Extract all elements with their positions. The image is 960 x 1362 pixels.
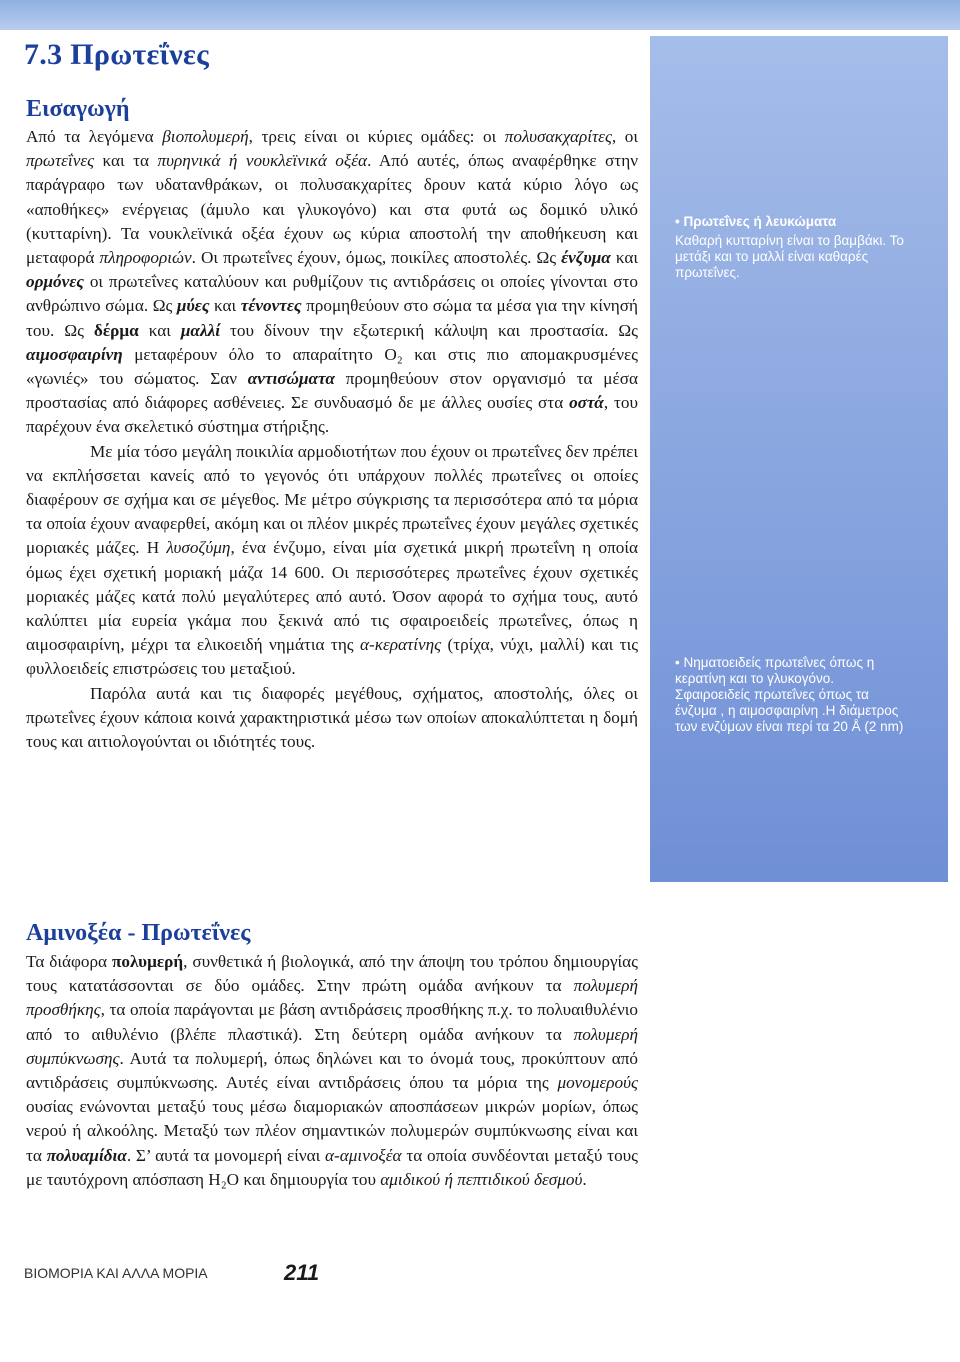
emphasis-bold-italic: τένοντες [240, 296, 302, 316]
sidebar-note-title: • Πρωτεΐνες ή λευκώματα [675, 214, 837, 229]
emphasis-bold-italic: μύες [176, 296, 210, 316]
emphasis-italic: πολυμερή συμπύκνωσης [26, 1024, 638, 1068]
emphasis-italic: λυσοζύμη [166, 538, 231, 558]
footer-book-title: ΒΙΟΜΟΡΙΑ ΚΑΙ ΑΛΛΑ ΜΟΡΙΑ [24, 1265, 208, 1281]
intro-paragraph-3: Παρόλα αυτά και τις διαφορές μεγέθους, σχήματος, αποστολής, όλες οι πρωτεΐνες έχουν κάποια κοινά χαρακτηριστικά μέσω των οποίων αποκαλύπτεται η δομή τους και αιτιολογούνται οι ιδιότητές τους. [26, 683, 638, 752]
aminoacids-text [26, 950, 638, 1192]
emphasis-italic: πολυμερή προσθήκης [26, 976, 638, 1020]
aminoacids-heading: Αμινοξέα - Πρωτεΐνες [26, 920, 251, 946]
emphasis-italic: πρωτεΐνες [26, 151, 95, 171]
intro-text [26, 125, 638, 754]
sidebar-column [650, 36, 948, 882]
emphasis-italic: α-κερατίνης [360, 635, 442, 655]
emphasis-bold-italic: μαλλί [180, 320, 220, 340]
emphasis-bold: πολυμερή [111, 952, 184, 971]
emphasis-italic: πυρηνικά ή νουκλεϊνικά οξέα [157, 151, 368, 171]
intro-heading: Εισαγωγή [26, 96, 130, 122]
emphasis-italic: μονομερούς [557, 1073, 638, 1093]
top-color-band [0, 0, 960, 30]
chapter-title: 7.3 Πρωτεΐνες [24, 38, 210, 71]
sidebar-note-text: Καθαρή κυτταρίνη είναι το βαμβάκι. Το μετάξι και το μαλλί είναι καθαρές πρωτεΐνες. [675, 233, 904, 280]
emphasis-italic: πληροφοριών [99, 248, 192, 268]
sidebar-note-shapes [675, 655, 905, 735]
emphasis-bold-italic: ορμόνες [26, 272, 84, 292]
emphasis-bold-italic: οστά [569, 393, 604, 413]
emphasis-italic: αμιδικού ή πεπτιδικού δεσμού [380, 1169, 583, 1189]
intro-paragraph-1: Από τα λεγόμενα βιοπολυμερή, τρεις είναι οι κύριες ομάδες: οι πολυσακχαρίτες, οι πρωτεΐνες και τα πυρηνικά ή νουκλεϊνικά οξέα. Από αυτές, όπως αναφέρθηκε στην παράγραφο των υδατανθράκων, οι πολυσακχαρίτες δρουν κατά κύριο λόγο ως «αποθήκες» ενέργειας (άμυλο και γλυκογόνο) και στα φυτά ως δομικό υλικό (κυτταρίνη). Τα νουκλεϊνικά οξέα έχουν ως κύρια αποστολή την αποθήκευση και μεταφορά πληροφοριών. Οι πρωτεΐνες έχουν, όμως, ποικίλες αποστολές. Ως ένζυμα και ορμόνες οι πρωτεΐνες καταλύουν και ρυθμίζουν τις αντιδράσεις οι οποίες γίνονται στο ανθρώπινο σώμα. Ως μύες και τένοντες προμηθεύουν στο σώμα τα μέσα για την κίνησή του. Ως δέρμα και μαλλί του δίνουν την εξωτερική κάλυψη και προστασία. Ως αιμοσφαιρίνη μεταφέρουν όλο το απαραίτητο O₂ και στις πιο απομακρυσμένες «γωνιές» του σώματος. Σαν αντισώματα προμηθεύουν στον οργανισμό τα μέσα προστασίας από διάφορες ασθένειες. Σε συνδυασμό δε με άλλες ουσίες στα οστά, του παρέχουν ένα σκελετικό σύστημα στήριξης. [26, 127, 639, 437]
emphasis-bold: δέρμα [93, 320, 139, 340]
page-number: 211 [284, 1260, 320, 1285]
emphasis-italic: βιοπολυμερή [162, 127, 249, 146]
sidebar-note-fibrous: • Νηματοειδείς πρωτεΐνες όπως η κερατίνη και το γλυκογόνο. [675, 655, 875, 686]
intro-paragraph-2: Με μία τόσο μεγάλη ποικιλία αρμοδιοτήτων που έχουν οι πρωτεΐνες δεν πρέπει να εκπλήσσεται κανείς από το γεγονός ότι υπάρχουν πολλές πρωτεΐνες οι οποίες διαφέρουν σε σχήμα και σε μέγεθος. Με μέτρο σύγκρισης τα περισσότερα από τα μόρια τα οποία έχουν αναφερθεί, ακόμη και οι πλέον μικρές πρωτεΐνες έχουν μεγάλες σχετικές μοριακές μάζες. Η λυσοζύμη, ένα ένζυμο, είναι μία σχετικά μικρή πρωτεΐνη η οποία όμως έχει σχετική μοριακή μάζα 14 600. Οι περισσότερες πρωτεΐνες έχουν σχετικές μοριακές μάζες κατά πολύ μεγαλύτερες από αυτό. Όσον αφορά το σχήμα τους, αυτό καλύπτει μία ευρεία γκάμα που ξεκινά από τις σφαιροειδείς πρωτεΐνες, όπως η αιμοσφαιρίνη, μέχρι τα ελικοειδή νημάτια της α-κερατίνης (τρίχα, νύχι, μαλλί) και τις φυλλοειδείς επιστρώσεις του μεταξιού. [26, 441, 638, 679]
emphasis-italic: πολυσακχαρίτες [504, 127, 612, 146]
emphasis-italic: α-αμινοξέα [325, 1145, 402, 1165]
emphasis-bold-italic: ένζυμα [561, 248, 611, 268]
emphasis-bold-italic: αιμοσφαιρίνη [26, 344, 123, 364]
sidebar-note-globular: Σφαιροειδείς πρωτεΐνες όπως τα ένζυμα , η αιμοσφαιρίνη .Η διάμετρος των ενζύμων είναι περί τα 20 Å (2 nm) [675, 687, 904, 734]
emphasis-bold-italic: πολυαμίδια [46, 1145, 127, 1165]
aminoacids-paragraph-1: Τα διάφορα πολυμερή, συνθετικά ή βιολογικά, από την άποψη του τρόπου δημιουργίας τους κατατάσσονται σε δύο ομάδες. Στην πρώτη ομάδα ανήκουν τα πολυμερή προσθήκης, τα οποία παράγονται με βάση αντιδράσεις προσθήκης π.χ. το πολυαιθυλένιο από το αιθυλένιο (βλέπε πλαστικά). Στη δεύτερη ομάδα ανήκουν τα πολυμερή συμπύκνωσης. Αυτά τα πολυμερή, όπως δηλώνει και το όνομά τους, προκύπτουν από αντιδράσεις συμπύκνωσης. Αυτές είναι αντιδράσεις όπου τα μόρια της μονομερούς ουσίας ενώνονται μεταξύ τους μέσω διαμοριακών αποσπάσεων μικρών μορίων, όπως νερού ή αλκοόλης. Μεταξύ των πλέον σημαντικών πολυμερών συμπύκνωσης είναι και τα πολυαμίδια. Σ’ αυτά τα μονομερή είναι α-αμινοξέα τα οποία συνδέονται μεταξύ τους με ταυτόχρονη απόσπαση H₂O και δημιουργία του αμιδικού ή πεπτιδικού δεσμού. [26, 952, 638, 1189]
emphasis-bold-italic: αντισώματα [247, 369, 335, 389]
sidebar-note-proteins [675, 214, 905, 281]
